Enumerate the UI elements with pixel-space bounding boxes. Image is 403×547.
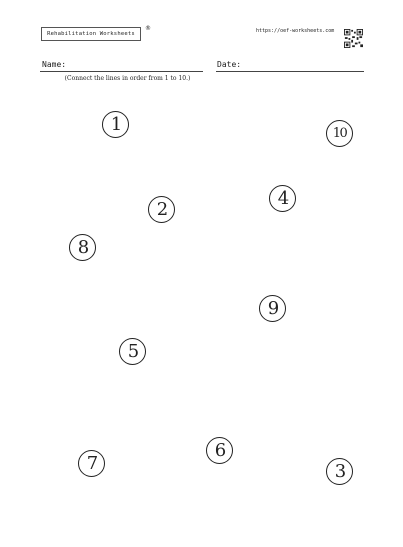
worksheet-title: Rehabilitation Worksheets bbox=[41, 27, 141, 41]
dot-3: 3 bbox=[326, 458, 353, 485]
dot-5: 5 bbox=[119, 338, 146, 365]
registered-mark: ® bbox=[145, 25, 151, 32]
dot-1: 1 bbox=[102, 111, 129, 138]
dot-9: 9 bbox=[259, 295, 286, 322]
dot-7: 7 bbox=[78, 450, 105, 477]
name-line[interactable] bbox=[40, 71, 203, 72]
dot-4: 4 bbox=[269, 185, 296, 212]
date-line[interactable] bbox=[216, 71, 364, 72]
dot-10: 10 bbox=[326, 120, 353, 147]
dot-2: 2 bbox=[148, 196, 175, 223]
name-label: Name: bbox=[42, 60, 67, 69]
dot-8: 8 bbox=[69, 234, 96, 261]
instruction-text: (Connect the lines in order from 1 to 10.) bbox=[64, 75, 191, 82]
dot-6: 6 bbox=[206, 437, 233, 464]
website-url: https://oef-worksheets.com bbox=[256, 28, 335, 34]
qr-code-icon bbox=[344, 29, 363, 48]
date-label: Date: bbox=[217, 60, 242, 69]
